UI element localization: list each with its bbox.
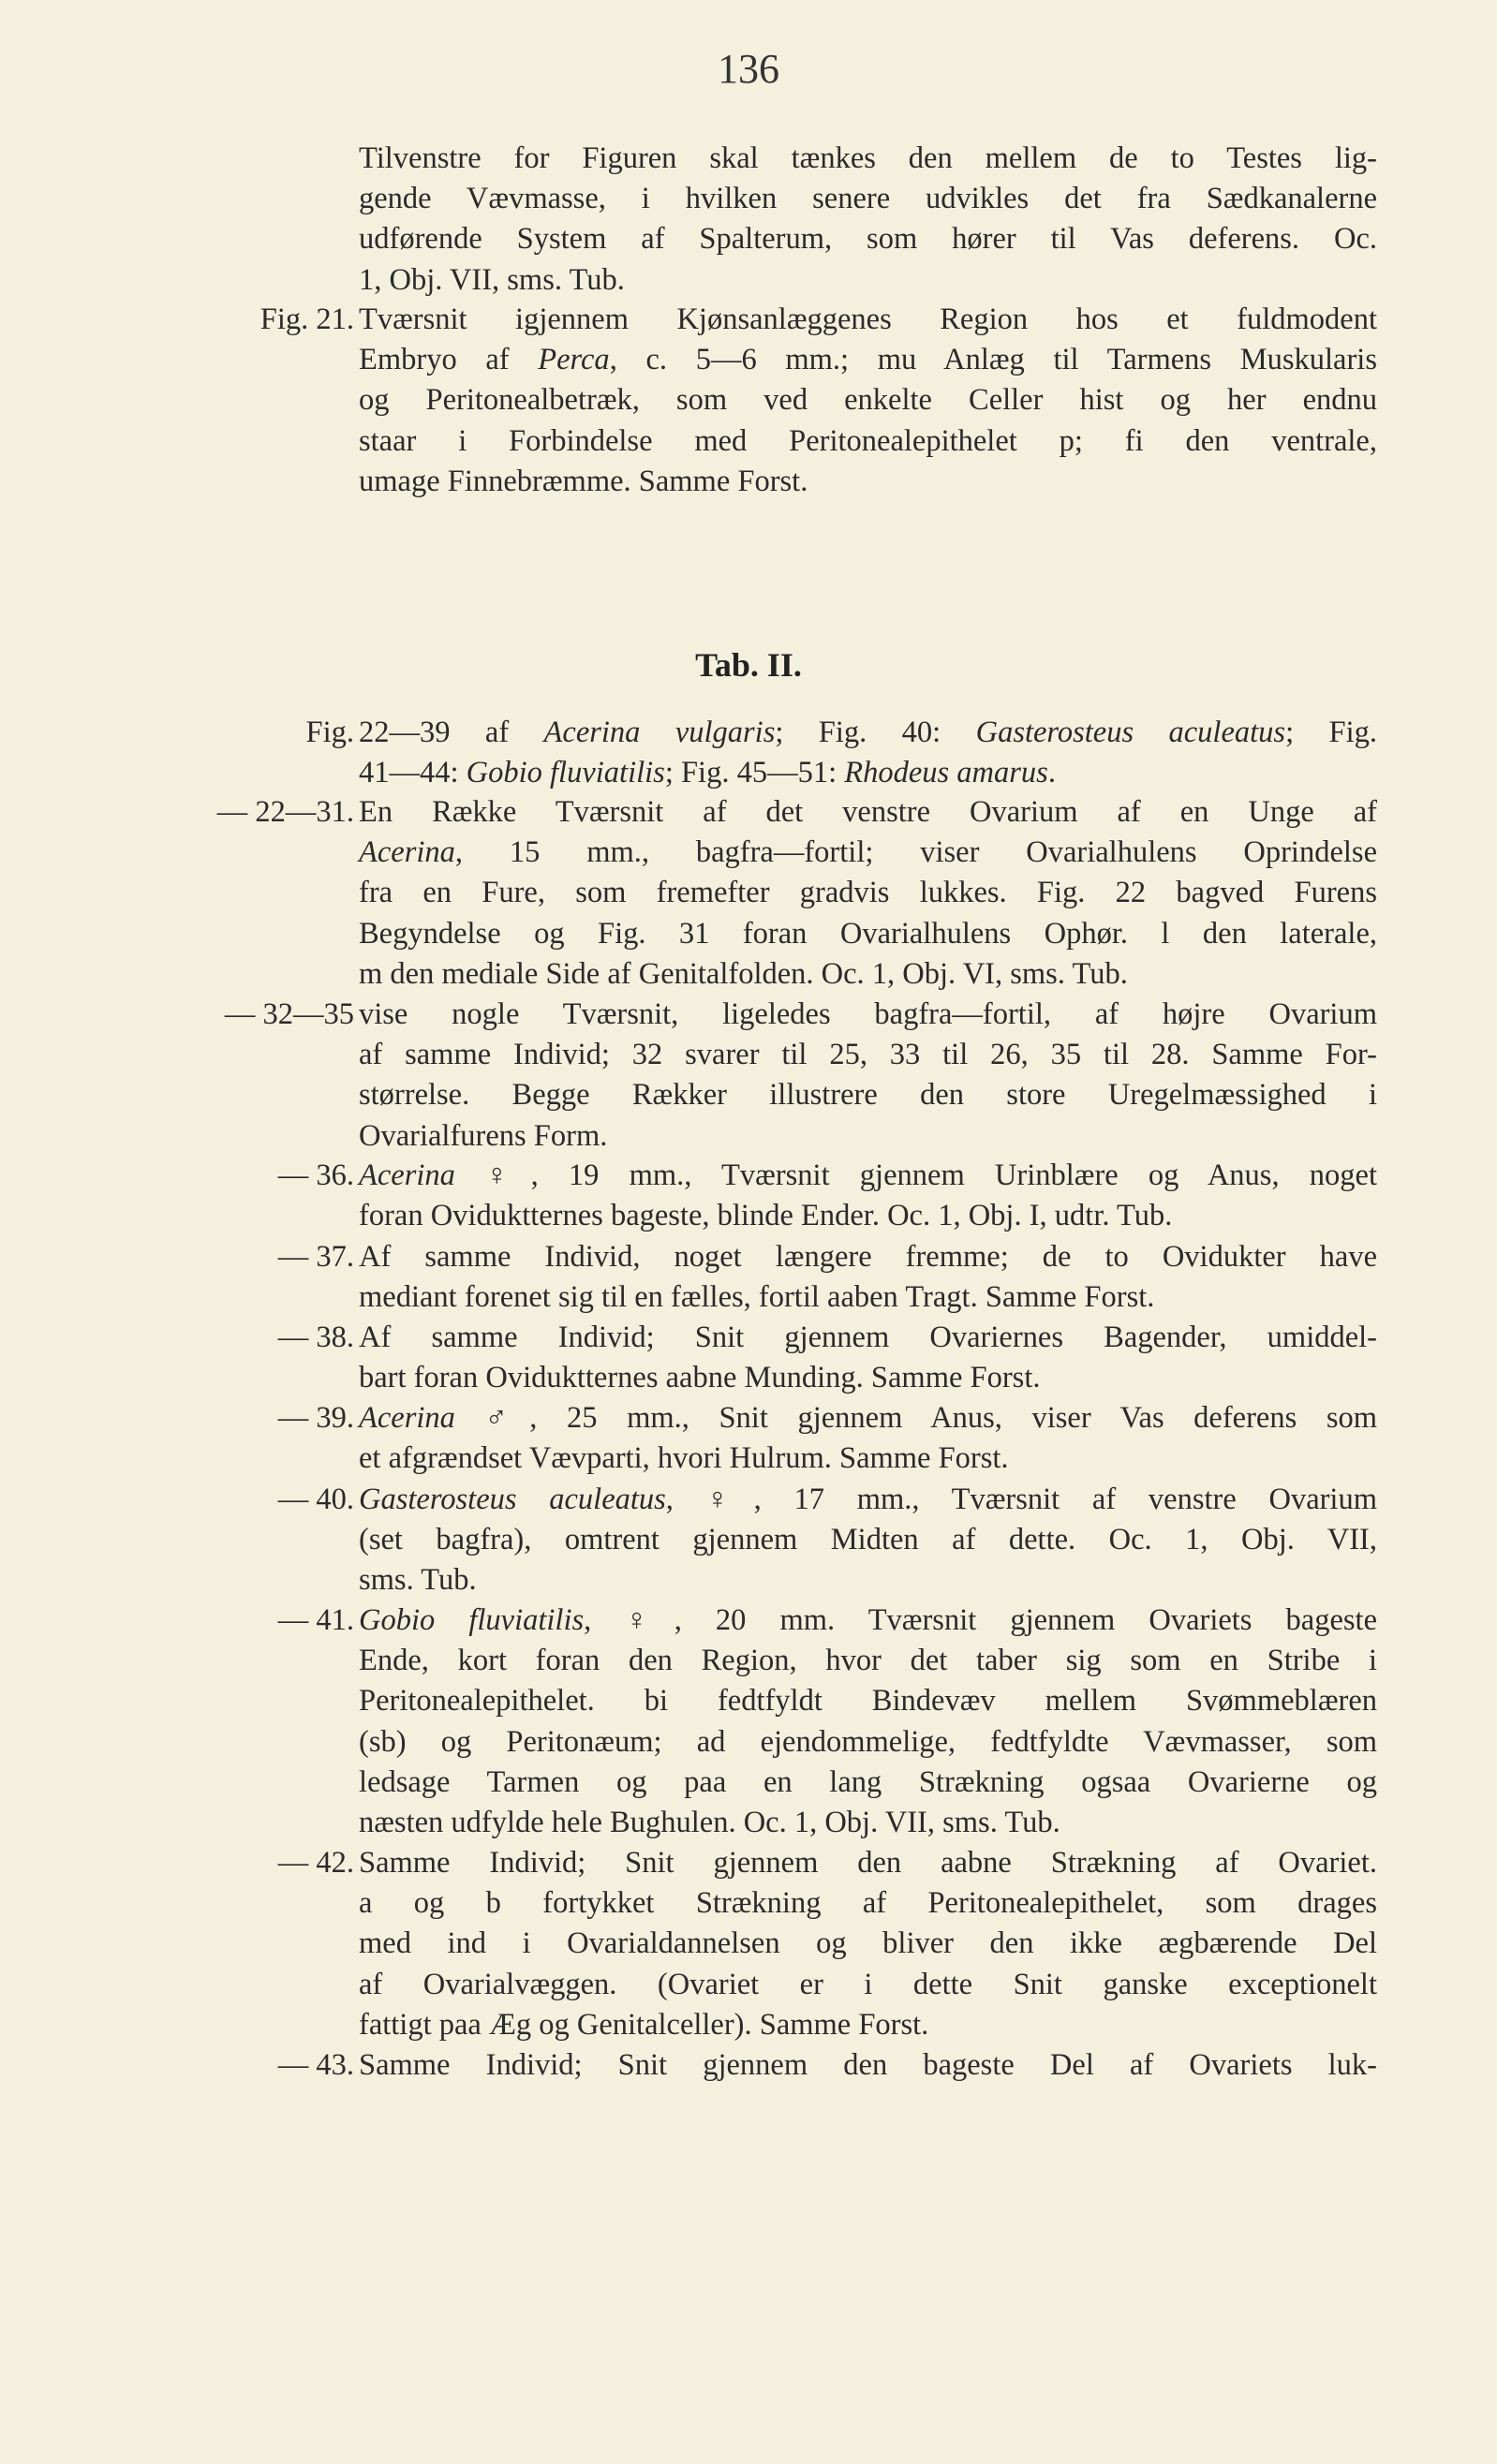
text-line: (sb) og Peritonæum; ad ejendommelige, fedtfyldte Vævmasser, som xyxy=(359,1724,1377,1759)
text-line: Ovarialfurens Form. xyxy=(359,1118,608,1153)
text-line: Peritonealepithelet. bi fedtfyldt Bindevæv mellem Svømmeblæren xyxy=(359,1684,1377,1719)
text-run: Embryo af xyxy=(359,343,539,377)
figure-label: — 39. xyxy=(277,1401,354,1435)
italic-species-name: Acerina xyxy=(359,1401,455,1435)
text-line: staar i Forbindelse med Peritonealepithelet p; fi den ventrale, xyxy=(359,423,1377,458)
text-line: og Peritonealbetræk, som ved enkelte Celler hist og her endnu xyxy=(359,383,1377,418)
text-line: Samme Individ; Snit gjennem den aabne Strækning af Ovariet. xyxy=(359,1846,1377,1880)
text-line: Begyndelse og Fig. 31 foran Ovarialhulens Ophør. l den laterale, xyxy=(359,916,1377,951)
italic-species-name: Acerina vulgaris xyxy=(543,716,776,749)
text-run: . xyxy=(1047,756,1056,790)
text-run: , 15 mm., bagfra—fortil; viser Ovarialhulens Oprindelse xyxy=(454,835,1377,870)
text-run: , ♀, 17 mm., Tværsnit af venstre Ovarium xyxy=(665,1483,1377,1516)
caption-text xyxy=(359,2045,1377,2086)
text-line: (set bagfra), omtrent gjennem Midten af dette. Oc. 1, Obj. VII, xyxy=(359,1523,1377,1557)
text-run: 41—44: xyxy=(359,756,467,790)
text-line xyxy=(359,1480,1377,1520)
caption-text xyxy=(359,1843,1377,2045)
text-run: ; Fig. 45—51: xyxy=(664,756,845,790)
text-run: , c. 5—6 mm.; mu Anlæg til Tarmens Muskularis xyxy=(609,343,1377,377)
caption-text xyxy=(359,1237,1377,1318)
text-run: ♂, 25 mm., Snit gjennem Anus, viser Vas deferens som xyxy=(454,1401,1377,1435)
text-line xyxy=(359,833,1377,873)
text-line xyxy=(359,1398,1377,1439)
caption-text xyxy=(359,1480,1377,1601)
italic-species-name: Perca xyxy=(538,343,610,377)
text-line: størrelse. Begge Rækker illustrere den store Uregelmæssighed i xyxy=(359,1078,1377,1113)
figure-label: — 22—31. xyxy=(216,795,354,829)
figure-label: — 37. xyxy=(277,1240,354,1274)
italic-species-name: Gasterosteus aculeatus xyxy=(975,716,1286,749)
text-line: af Ovarialvæggen. (Ovariet er i dette Snit ganske exceptionelt xyxy=(359,1967,1377,2001)
caption-text xyxy=(359,1398,1377,1479)
text-line: a og b fortykket Strækning af Peritonealepithelet, som drages xyxy=(359,1886,1377,1921)
text-line: Af samme Individ, noget længere fremme; de to Ovidukter have xyxy=(359,1240,1377,1274)
text-line: foran Oviduktternes bageste, blinde Ender. Oc. 1, Obj. I, udtr. Tub. xyxy=(359,1199,1173,1233)
text-line: gende Vævmasse, i hvilken senere udvikles det fra Sædkanalerne xyxy=(359,182,1377,216)
text-run: ♀, 19 mm., Tværsnit gjennem Urinblære og Anus, noget xyxy=(454,1158,1377,1192)
italic-species-name: Acerina xyxy=(359,1158,455,1192)
text-line xyxy=(359,713,1377,753)
figure-label: Fig. xyxy=(305,716,354,749)
italic-species-name: Acerina xyxy=(359,835,455,870)
text-run: ; Fig. 40: xyxy=(775,716,976,749)
caption-text xyxy=(359,300,1377,502)
text-line: sms. Tub. xyxy=(359,1563,477,1598)
text-run: 22—39 af xyxy=(359,716,544,749)
figure-label: — 42. xyxy=(277,1846,354,1880)
section-heading: Tab. II. xyxy=(695,646,802,684)
text-line: Tilvenstre for Figuren skal tænkes den mellem de to Testes lig- xyxy=(359,141,1377,175)
figure-label: — 38. xyxy=(277,1321,354,1354)
figure-label: Fig. 21. xyxy=(259,302,354,336)
text-line: fra en Fure, som fremefter gradvis lukkes. Fig. 22 bagved Furens xyxy=(359,876,1377,910)
figure-label: — 43. xyxy=(277,2048,354,2082)
italic-species-name: Gasterosteus aculeatus xyxy=(359,1483,666,1516)
figure-label: — 41. xyxy=(277,1603,354,1637)
text-line: Ende, kort foran den Region, hvor det taber sig som en Stribe i xyxy=(359,1644,1377,1678)
text-line: af samme Individ; 32 svarer til 25, 33 til 26, 35 til 28. Samme For- xyxy=(359,1038,1377,1072)
text-line: udførende System af Spalterum, som hører til Vas deferens. Oc. xyxy=(359,222,1377,257)
page-number: 136 xyxy=(718,46,779,92)
text-run: , ♀, 20 mm. Tværsnit gjennem Ovariets bageste xyxy=(584,1603,1377,1637)
text-line: ledsage Tarmen og paa en lang Strækning ogsaa Ovarierne og xyxy=(359,1764,1377,1799)
figure-label: — 40. xyxy=(277,1483,354,1516)
text-line: fattigt paa Æg og Genitalceller). Samme Forst. xyxy=(359,2007,929,2042)
caption-text xyxy=(359,995,1377,1157)
italic-species-name: Gobio fluviatilis xyxy=(359,1603,585,1637)
text-line: vise nogle Tværsnit, ligeledes bagfra—fortil, af højre Ovarium xyxy=(359,997,1377,1031)
caption-text xyxy=(359,1156,1377,1236)
italic-species-name: Gobio fluviatilis xyxy=(466,756,665,790)
text-line: Samme Individ; Snit gjennem den bageste Del af Ovariets luk- xyxy=(359,2048,1377,2082)
text-line: m den mediale Side af Genitalfolden. Oc. 1, Obj. VI, sms. Tub. xyxy=(359,956,1128,991)
text-line: med ind i Ovarialdannelsen og bliver den ikke ægbærende Del xyxy=(359,1926,1377,1961)
text-line xyxy=(359,340,1377,380)
text-line: umage Finnebræmme. Samme Forst. xyxy=(359,464,808,498)
caption-text xyxy=(359,792,1377,995)
text-line: Tværsnit igjennem Kjønsanlæggenes Region hos et fuldmodent xyxy=(359,302,1377,336)
text-line xyxy=(359,1601,1377,1641)
figure-label: — 36. xyxy=(277,1158,354,1192)
caption-text xyxy=(359,139,1377,301)
text-line: næsten udfylde hele Bughulen. Oc. 1, Obj. VII, sms. Tub. xyxy=(359,1805,1060,1839)
text-line: et afgrændset Vævparti, hvori Hulrum. Samme Forst. xyxy=(359,1441,1009,1476)
text-line: Af samme Individ; Snit gjennem Ovariernes Bagender, umiddel- xyxy=(359,1321,1377,1354)
caption-text xyxy=(359,1318,1377,1398)
caption-text xyxy=(359,713,1377,793)
text-line: 1, Obj. VII, sms. Tub. xyxy=(359,262,625,297)
italic-species-name: Rhodeus amarus xyxy=(844,756,1048,790)
caption-text xyxy=(359,1601,1377,1843)
text-line xyxy=(359,1156,1377,1196)
text-run: ; Fig. xyxy=(1285,716,1377,749)
figure-label: — 32—35 xyxy=(224,997,354,1031)
text-line xyxy=(359,753,1377,793)
text-line: bart foran Oviduktternes aabne Munding. Samme Forst. xyxy=(359,1361,1041,1395)
text-line: mediant forenet sig til en fælles, fortil aaben Tragt. Samme Forst. xyxy=(359,1280,1155,1315)
text-line: En Række Tværsnit af det venstre Ovarium af en Unge af xyxy=(359,795,1377,829)
